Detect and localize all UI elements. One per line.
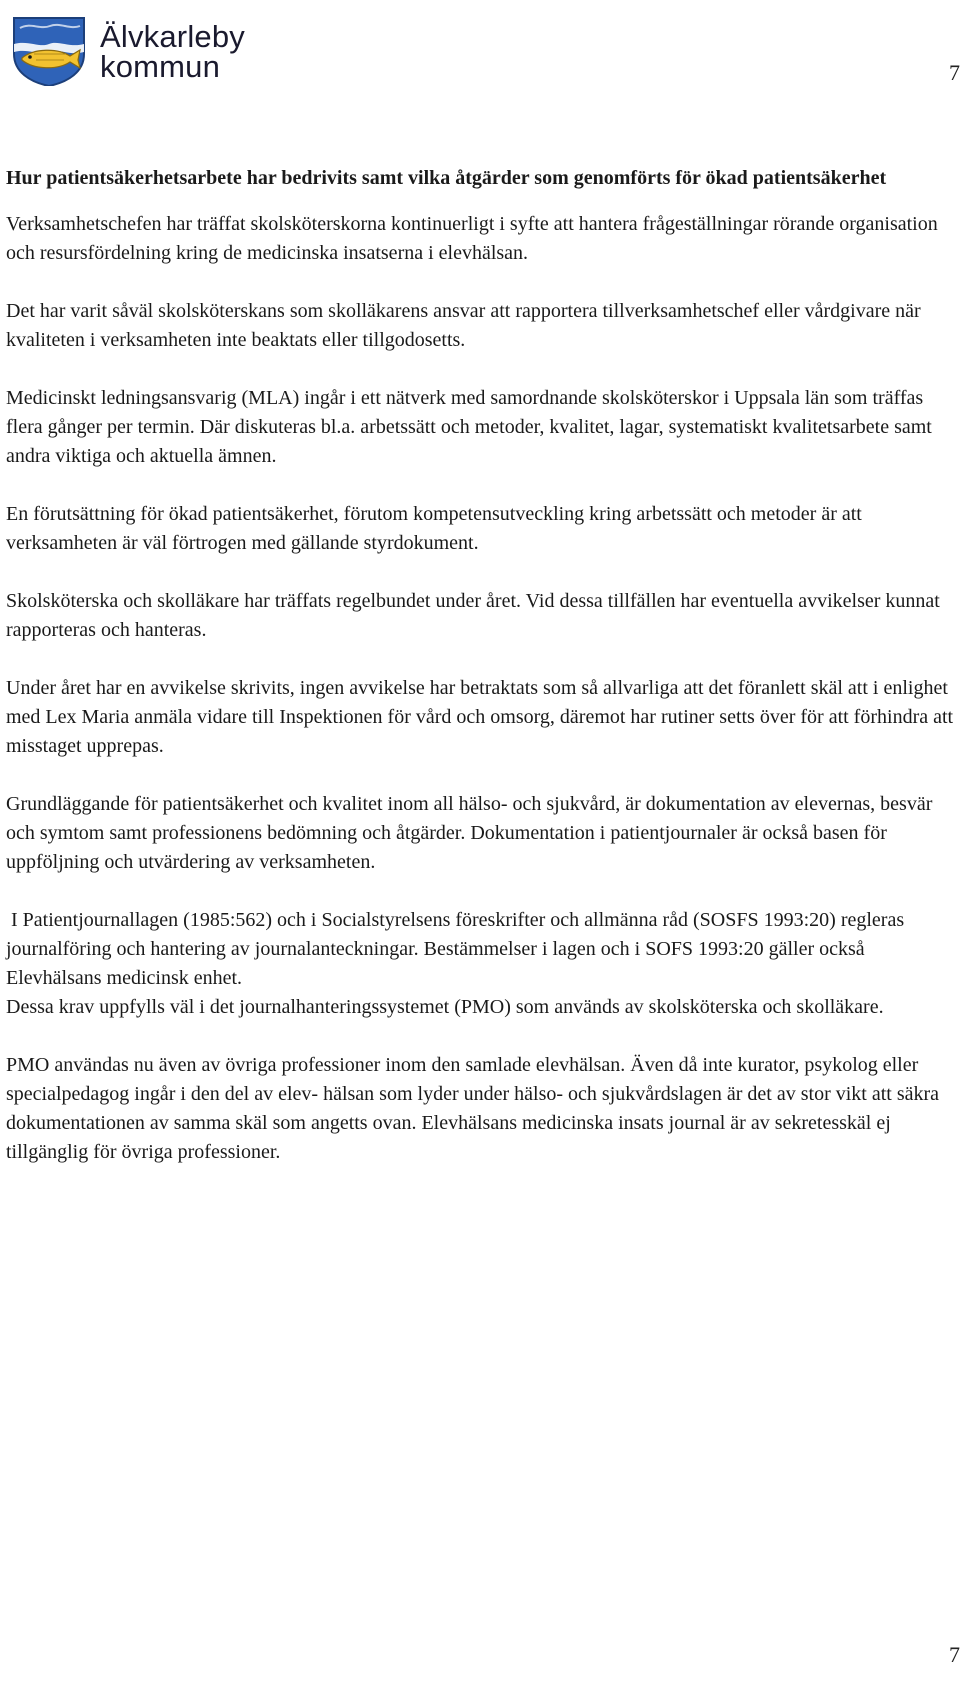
page-number-bottom: 7 bbox=[949, 1642, 960, 1667]
paragraph-4: En förutsättning för ökad patientsäkerhet, förutom kompetensutveckling kring arbetssätt och metoder är att verksamheten är väl förtrogen med gällande styrdokument. bbox=[6, 503, 862, 554]
coat-of-arms-icon bbox=[10, 14, 88, 86]
page-header bbox=[10, 14, 245, 90]
paragraph-9: PMO användas nu även av övriga professioner inom den samlade elevhälsan. Även då inte kurator, psykolog eller specialpedagog ingår i den del av elev- hälsan som lyder under hälso- och sjukvårdslagen är det av stor vikt att säkra dokumentationen av samma skäl som angetts ovan. Elevhälsans medicinska insats journal är av sekretesskäl ej tillgänglig för övriga professioner. bbox=[6, 1054, 940, 1163]
org-name-line1: Älvkarleby bbox=[100, 19, 245, 54]
section-heading: Hur patientsäkerhetsarbete har bedrivits samt vilka åtgärder som genomförts för ökad patientsäkerhet bbox=[6, 167, 887, 189]
paragraph-7: Grundläggande för patientsäkerhet och kvalitet inom all hälso- och sjukvård, är dokumentation av elevernas, besvär och symtom samt professionens bedömning och åtgärder. Dokumentation i patientjournaler är också basen för uppföljning och utvärdering av verksamheten. bbox=[6, 793, 933, 873]
document-body bbox=[6, 164, 958, 1196]
organization-name bbox=[100, 19, 245, 84]
paragraph-2: Det har varit såväl skolsköterskans som skolläkarens ansvar att rapportera tillverksamhetschef eller vårdgivare när kvaliteten i verksamheten inte beaktats eller tillgodosetts. bbox=[6, 300, 921, 351]
paragraph-3: Medicinskt ledningsansvarig (MLA) ingår i ett nätverk med samordnande skolsköterskor i Uppsala län som träffas flera gånger per termin. Där diskuteras bl.a. arbetssätt och metoder, kvalitet, lagar, systematiskt kvalitetsarbete samt andra viktiga och aktuella ämnen. bbox=[6, 387, 932, 467]
paragraph-6: Under året har en avvikelse skrivits, ingen avvikelse har betraktats som så allvarliga att det föranlett skäl att i enlighet med Lex Maria anmäla vidare till Inspektionen för vård och omsorg, däremot har rutiner setts över för att förhindra att misstaget upprepas. bbox=[6, 677, 954, 757]
paragraph-8 bbox=[6, 906, 958, 1022]
paragraph-8-part2: Dessa krav uppfylls väl i det journalhanteringssystemet (PMO) som används av skolsköterska och skolläkare. bbox=[6, 996, 884, 1018]
page-number-top: 7 bbox=[949, 60, 960, 85]
paragraph-1: Verksamhetschefen har träffat skolsköterskorna kontinuerligt i syfte att hantera frågeställningar rörande organisation och resursfördelning kring de medicinska insatserna i elevhälsan. bbox=[6, 213, 938, 264]
paragraph-8-part1: I Patientjournallagen (1985:562) och i Socialstyrelsens föreskrifter och allmänna råd (SOSFS 1993:20) regleras journalföring och hantering av journalanteckningar. Bestämmelser i lagen och i SOFS 1993:20 gäller också Elevhälsans medicinsk enhet. bbox=[6, 909, 910, 989]
org-name-line2: kommun bbox=[100, 49, 221, 84]
paragraph-5: Skolsköterska och skolläkare har träffats regelbundet under året. Vid dessa tillfällen har eventuella avvikelser kunnat rapporteras och hanteras. bbox=[6, 590, 940, 641]
